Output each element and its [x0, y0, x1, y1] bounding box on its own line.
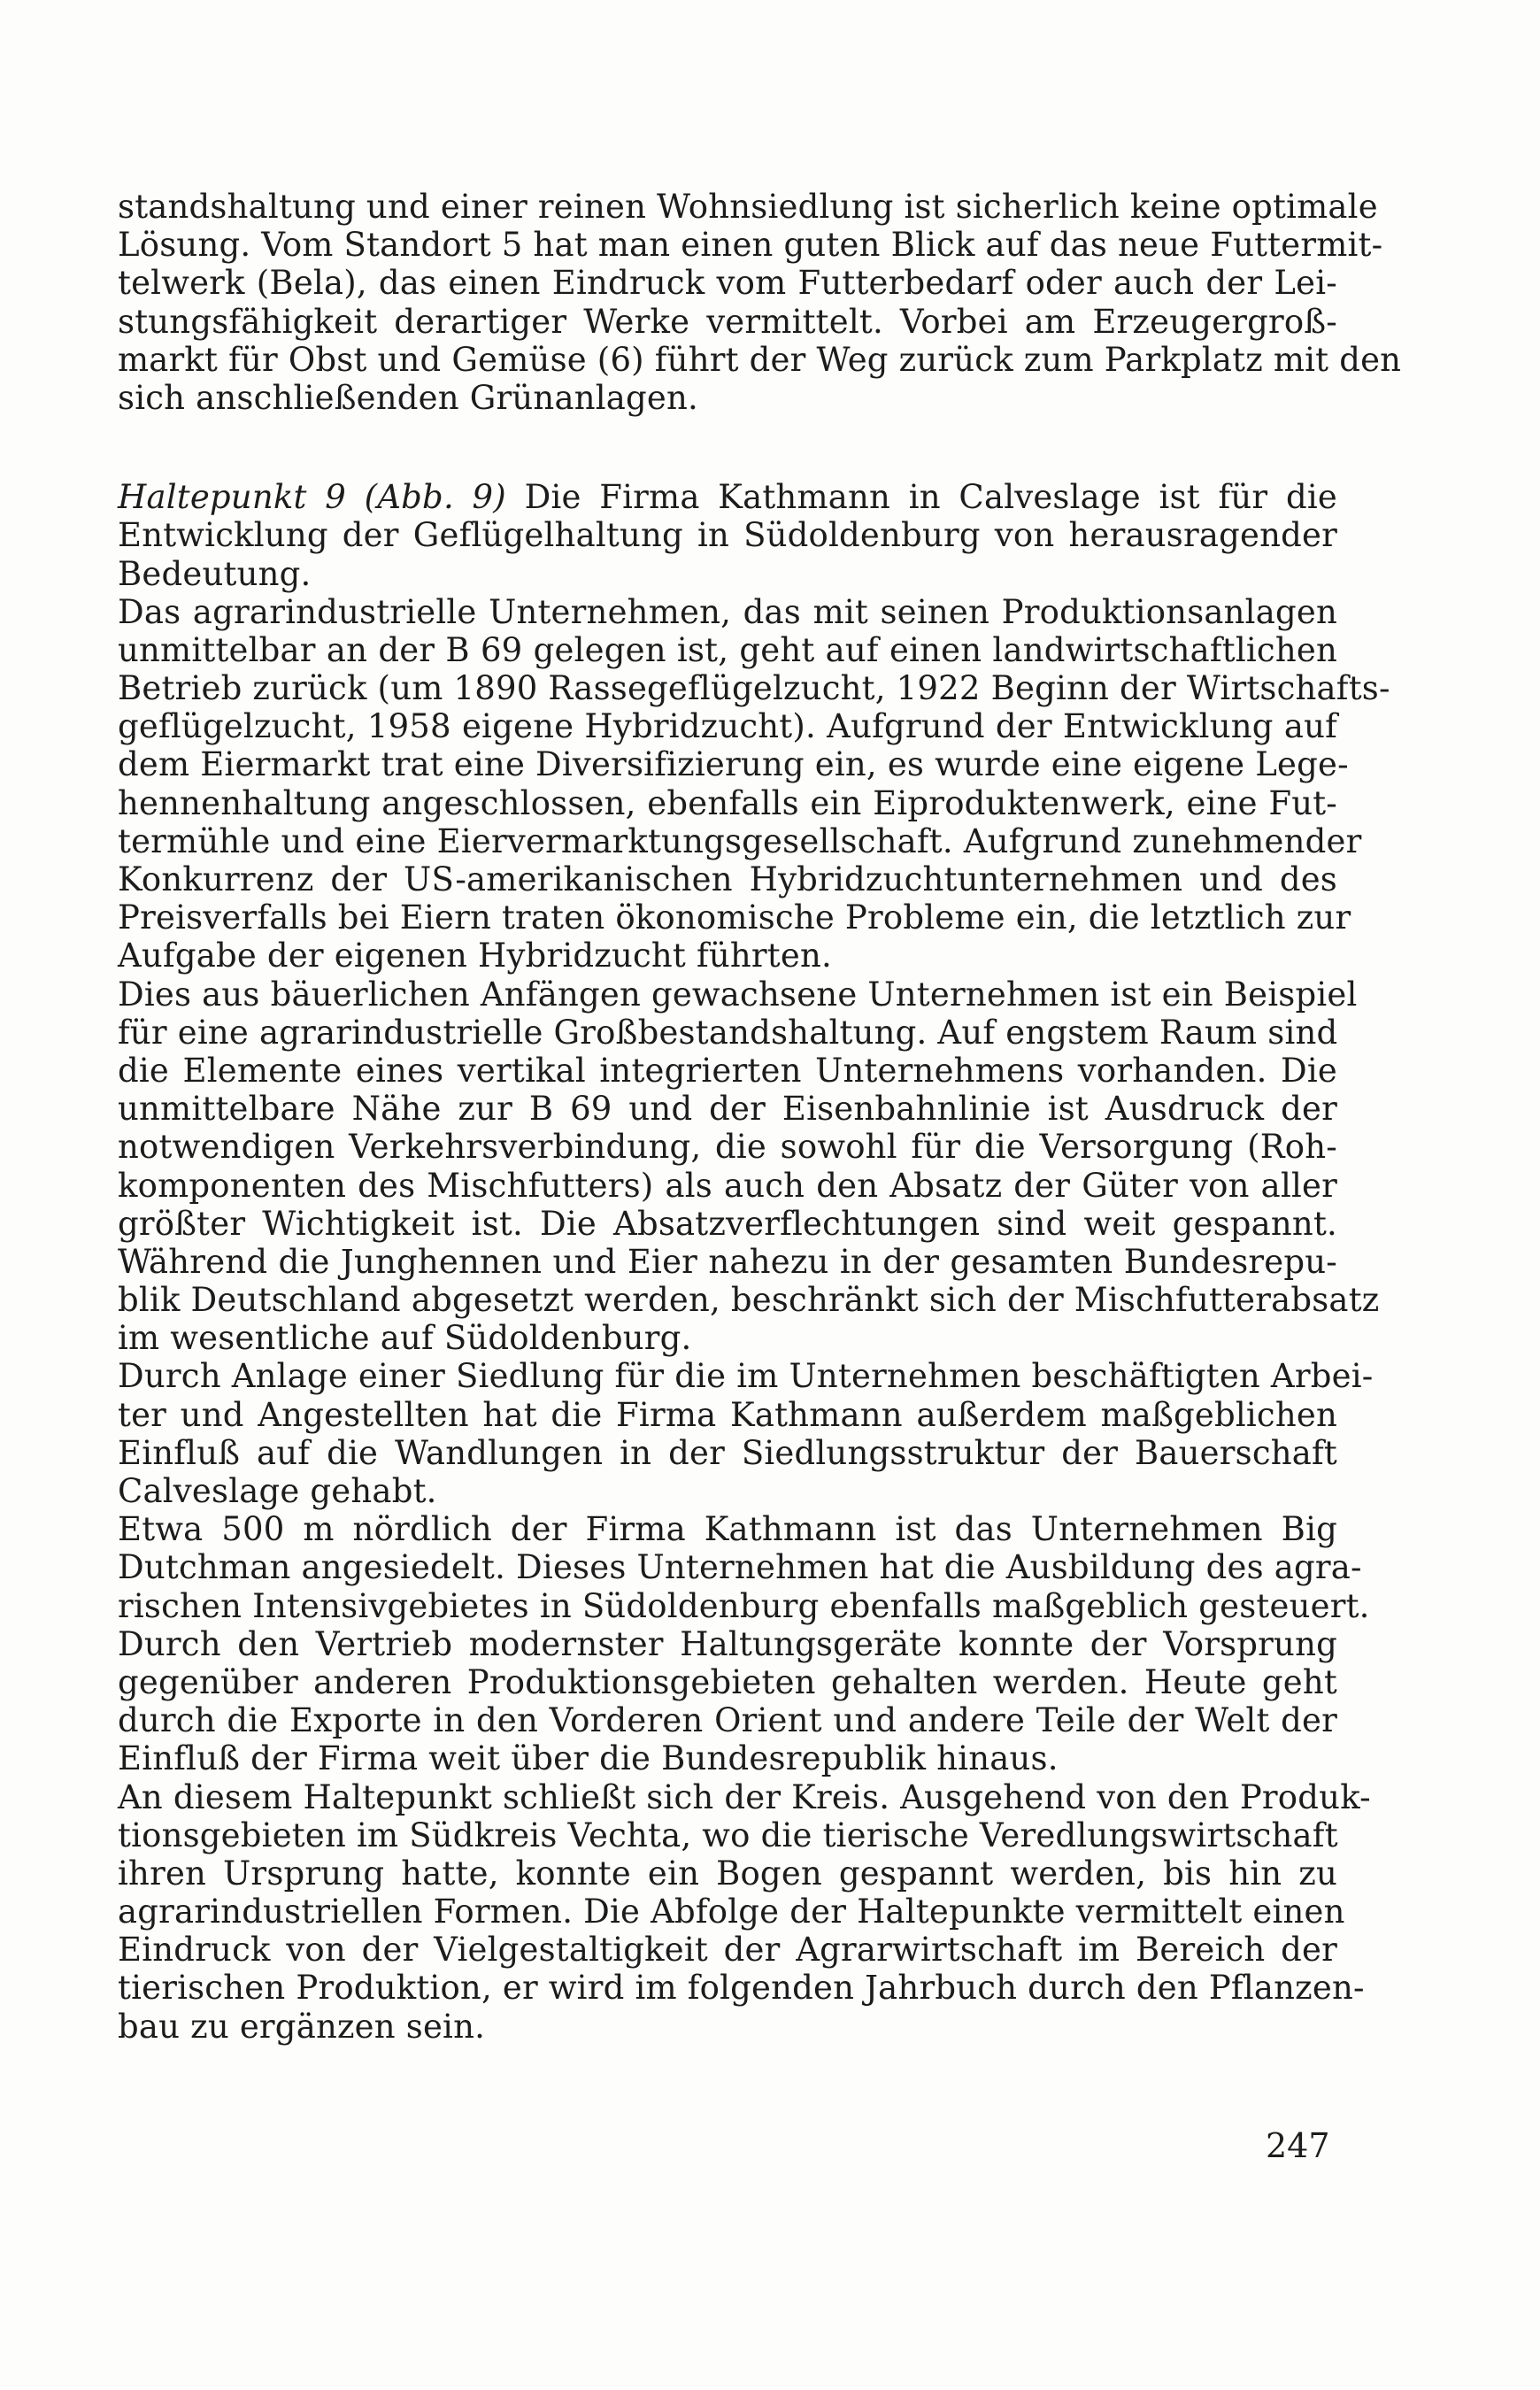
text-line: Entwicklung der Geflügelhaltung in Südoldenburg von herausragender [118, 516, 1337, 555]
heading-line-text: Die Firma Kathmann in Calveslage ist für die [505, 478, 1337, 517]
text-line: im wesentliche auf Südoldenburg. [118, 1319, 692, 1358]
text-line [118, 478, 1337, 516]
paragraph-haltepunkt-9 [118, 478, 1390, 2046]
section-heading: Haltepunkt 9 (Abb. 9) [118, 478, 506, 517]
page-number: 247 [1266, 2126, 1330, 2165]
text-line: dem Eiermarkt trat eine Diversifizierung ein, es wurde eine eigene Lege- [118, 745, 1349, 784]
text-line: ihren Ursprung hatte, konnte ein Bogen gespannt werden, bis hin zu [118, 1854, 1337, 1893]
paragraph-gap [118, 417, 1337, 478]
text-line: komponenten des Mischfutters) als auch den Absatz der Güter von aller [118, 1166, 1337, 1205]
body-text [118, 188, 1402, 2046]
text-line: bau zu ergänzen sein. [118, 2007, 486, 2046]
text-line: Eindruck von der Vielgestaltigkeit der Agrarwirtschaft im Bereich der [118, 1931, 1337, 1970]
text-line: geflügelzucht, 1958 eigene Hybridzucht). Aufgrund der Entwicklung auf [118, 707, 1337, 746]
text-line: größter Wichtigkeit ist. Die Absatzverflechtungen sind weit gespannt. [118, 1204, 1337, 1243]
text-line: ter und Angestellten hat die Firma Kathmann außerdem maßgeblichen [118, 1395, 1337, 1434]
text-line: Einfluß der Firma weit über die Bundesrepublik hinaus. [118, 1739, 1059, 1778]
text-line: Betrieb zurück (um 1890 Rassegeflügelzucht, 1922 Beginn der Wirtschafts- [118, 669, 1390, 708]
text-line: Lösung. Vom Standort 5 hat man einen guten Blick auf das neue Futtermit- [118, 226, 1383, 265]
text-line: telwerk (Bela), das einen Eindruck vom Futterbedarf oder auch der Lei- [118, 264, 1337, 303]
text-line: notwendigen Verkehrsverbindung, die sowohl für die Versorgung (Roh- [118, 1128, 1337, 1167]
text-line: die Elemente eines vertikal integrierten Unternehmens vorhanden. Die [118, 1051, 1337, 1090]
paragraph-intro [118, 188, 1402, 417]
text-line: Dies aus bäuerlichen Anfängen gewachsene Unternehmen ist ein Beispiel [118, 975, 1358, 1014]
text-line: hennenhaltung angeschlossen, ebenfalls ein Eiproduktenwerk, eine Fut- [118, 783, 1337, 822]
text-line: markt für Obst und Gemüse (6) führt der Weg zurück zum Parkplatz mit den [118, 340, 1402, 379]
text-line: Konkurrenz der US-amerikanischen Hybridzuchtunternehmen und des [118, 860, 1337, 898]
text-line: tionsgebieten im Südkreis Vechta, wo die tierische Veredlungswirtschaft [118, 1816, 1338, 1854]
text-line: Calveslage gehabt. [118, 1472, 437, 1510]
text-line: termühle und eine Eiervermarktungsgesellschaft. Aufgrund zunehmender [118, 821, 1362, 860]
text-line: Aufgabe der eigenen Hybridzucht führten. [118, 937, 832, 975]
text-line: rischen Intensivgebietes in Südoldenburg ebenfalls maßgeblich gesteuert. [118, 1586, 1370, 1625]
text-line: Dutchman angesiedelt. Dieses Unternehmen hat die Ausbildung des agra- [118, 1548, 1362, 1587]
text-line: Etwa 500 m nördlich der Firma Kathmann ist das Unternehmen Big [118, 1510, 1337, 1549]
text-line: durch die Exporte in den Vorderen Orient und andere Teile der Welt der [118, 1701, 1337, 1740]
text-line: Preisverfalls bei Eiern traten ökonomische Probleme ein, die letztlich zur [118, 898, 1351, 937]
text-line: gegenüber anderen Produktionsgebieten gehalten werden. Heute geht [118, 1662, 1337, 1701]
text-line: für eine agrarindustrielle Großbestandshaltung. Auf engstem Raum sind [118, 1013, 1338, 1052]
text-line: Das agrarindustrielle Unternehmen, das mit seinen Produktionsanlagen [118, 592, 1337, 631]
text-line: tierischen Produktion, er wird im folgenden Jahrbuch durch den Pflanzen- [118, 1969, 1365, 2008]
text-line: stungsfähigkeit derartiger Werke vermittelt. Vorbei am Erzeugergroß- [118, 302, 1337, 341]
text-line: Bedeutung. [118, 554, 312, 593]
text-line: Einfluß auf die Wandlungen in der Siedlungsstruktur der Bauerschaft [118, 1433, 1337, 1472]
text-line: unmittelbar an der B 69 gelegen ist, geht auf einen landwirtschaftlichen [118, 630, 1337, 669]
text-line: Während die Junghennen und Eier nahezu in der gesamten Bundesrepu- [118, 1242, 1337, 1281]
text-line: standshaltung und einer reinen Wohnsiedlung ist sicherlich keine optimale [118, 188, 1378, 226]
text-line: Durch den Vertrieb modernster Haltungsgeräte konnte der Vorsprung [118, 1624, 1337, 1663]
text-line: blik Deutschland abgesetzt werden, beschränkt sich der Mischfutterabsatz [118, 1281, 1380, 1320]
text-line: sich anschließenden Grünanlagen. [118, 378, 698, 417]
text-line: An diesem Haltepunkt schließt sich der Kreis. Ausgehend von den Produk- [118, 1777, 1371, 1816]
text-line: unmittelbare Nähe zur B 69 und der Eisenbahnlinie ist Ausdruck der [118, 1090, 1337, 1129]
text-line: agrarindustriellen Formen. Die Abfolge der Haltepunkte vermittelt einen [118, 1893, 1345, 1931]
text-line: Durch Anlage einer Siedlung für die im Unternehmen beschäftigten Arbei- [118, 1357, 1374, 1396]
